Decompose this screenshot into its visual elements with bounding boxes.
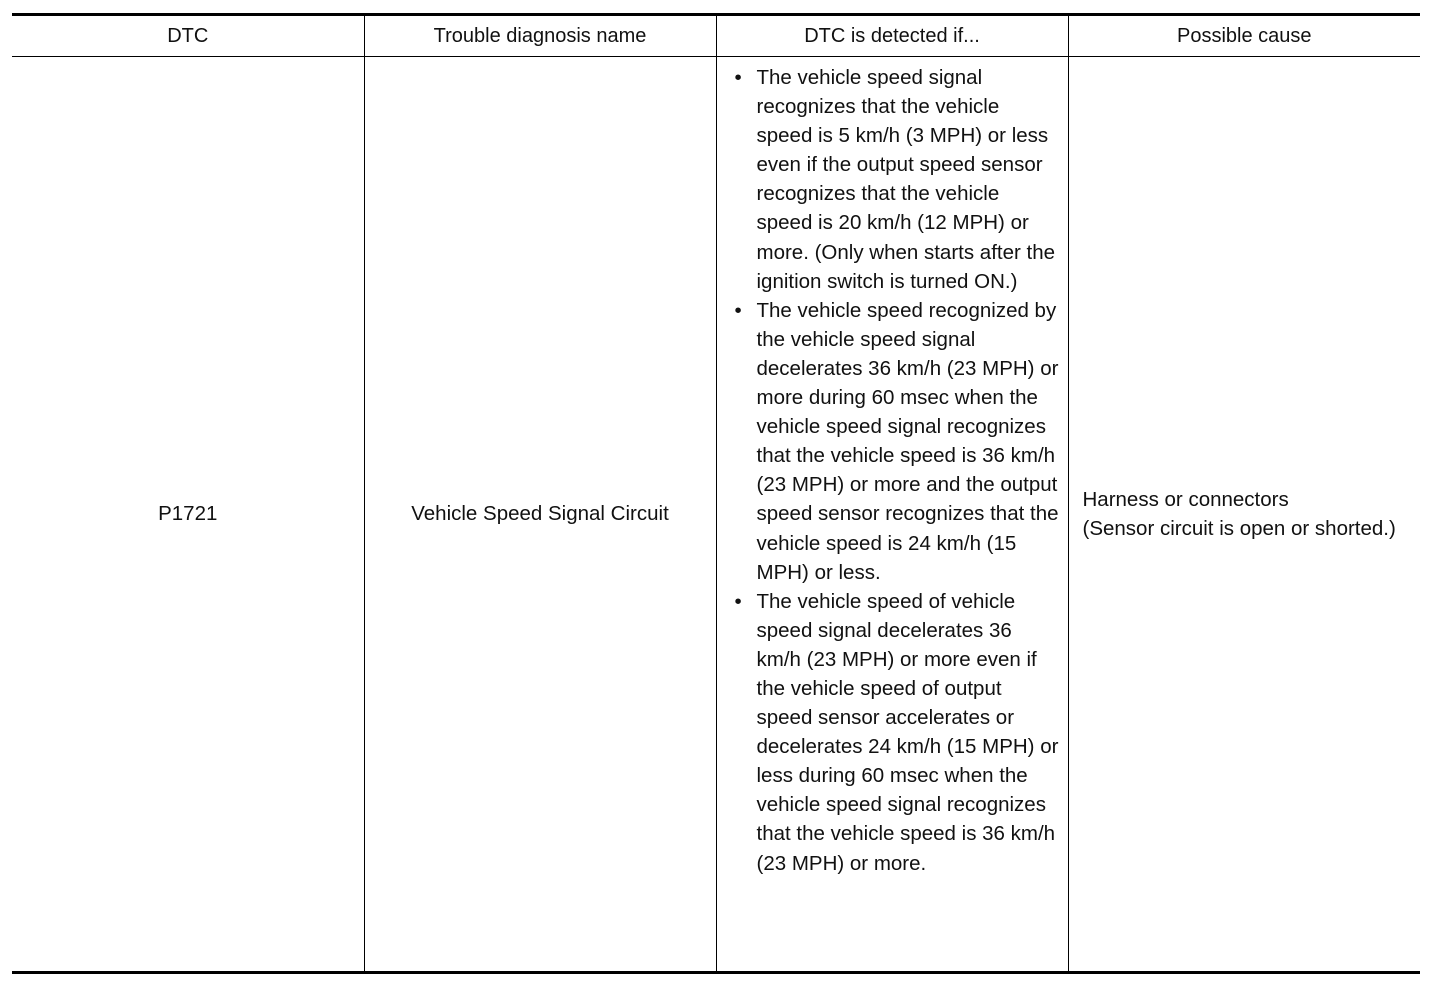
table-row [12, 57, 1420, 973]
table-body [12, 57, 1420, 973]
possible-cause-title: Harness or connectors [1082, 487, 1289, 511]
possible-cause-cell [1068, 57, 1420, 973]
header-trouble-diagnosis-name: Trouble diagnosis name [364, 15, 716, 57]
header-dtc: DTC [12, 15, 364, 57]
detection-condition-list [735, 63, 1060, 878]
possible-cause-detail: (Sensor circuit is open or shorted.) [1082, 517, 1396, 540]
detection-condition-item: • The vehicle speed recognized by the vehicle speed signal decelerates 36 km/h (23 MPH) or more during 60 msec when the vehicle speed signal recognizes that the vehicle speed is 36 km/h (23 MPH) or more and the output speed sensor recognizes that the vehicle speed is 24 km/h (15 MPH) or less. [735, 296, 1060, 587]
header-possible-cause: Possible cause [1068, 15, 1420, 57]
header-row [12, 15, 1420, 57]
dtc-table [12, 13, 1420, 974]
table-header [12, 15, 1420, 57]
header-detection-condition: DTC is detected if... [716, 15, 1068, 57]
detection-condition-item: • The vehicle speed signal recognizes that the vehicle speed is 5 km/h (3 MPH) or less even if the output speed sensor recognizes that the vehicle speed is 20 km/h (12 MPH) or more. (Only when starts after the ignition switch is turned ON.) [735, 63, 1060, 296]
detection-condition-item: • The vehicle speed of vehicle speed signal decelerates 36 km/h (23 MPH) or more even if the vehicle speed of output speed sensor accelerates or decelerates 24 km/h (15 MPH) or less during 60 msec when the vehicle speed signal recognizes that the vehicle speed is 36 km/h (23 MPH) or more. [735, 587, 1060, 878]
dtc-code-cell: P1721 [12, 57, 364, 973]
detection-condition-cell [716, 57, 1068, 973]
diagnosis-name-cell: Vehicle Speed Signal Circuit [364, 57, 716, 973]
